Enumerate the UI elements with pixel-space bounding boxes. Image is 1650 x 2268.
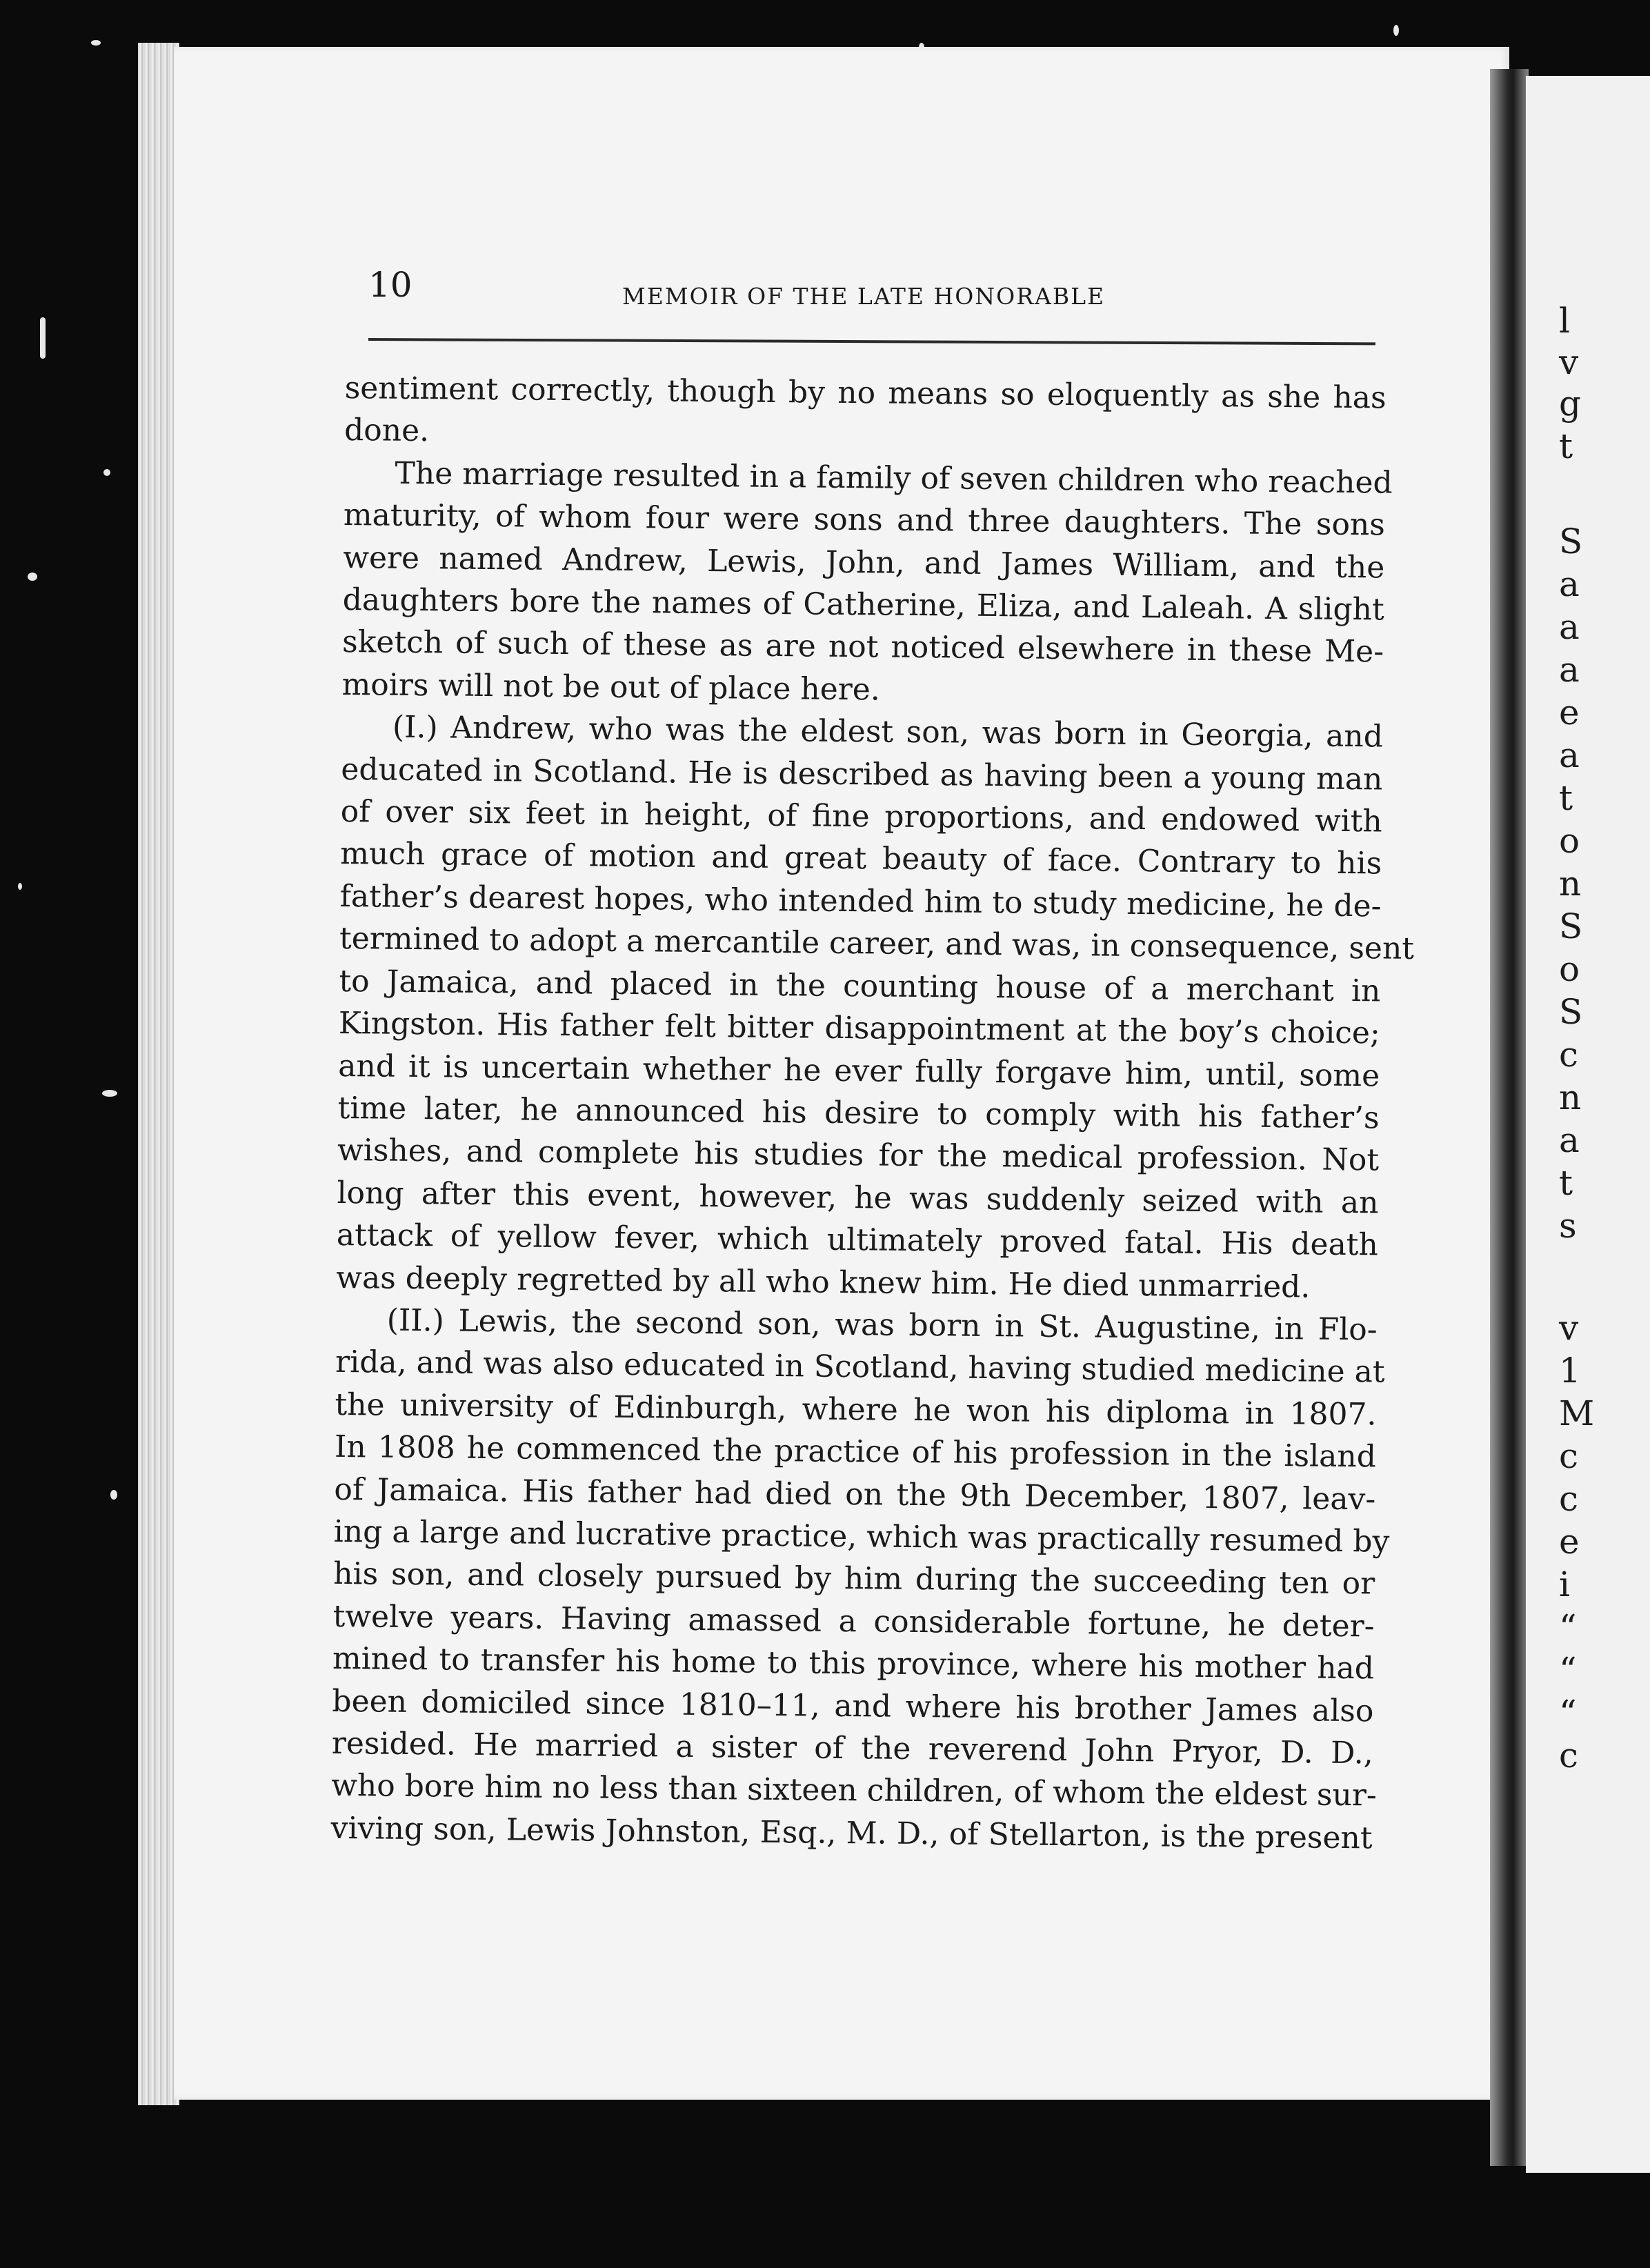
facing-page-fragment: e — [1559, 693, 1580, 733]
text-line: In 1808 he commenced the practice of his profession in the island — [334, 1429, 1377, 1475]
facing-page-fragment: o — [1559, 821, 1580, 861]
facing-page-fragment: c — [1559, 1035, 1579, 1075]
page-number: 10 — [368, 265, 412, 305]
text-line: termined to adopt a mercantile career, and was, in consequence, sent — [339, 921, 1415, 967]
facing-page-fragment: s — [1559, 1206, 1577, 1246]
facing-page-fragment: S — [1559, 906, 1583, 946]
text-line: wishes, and complete his studies for the medical profession. Not — [337, 1133, 1380, 1178]
text-line: his son, and closely pursued by him during the succeeding ten or — [332, 1556, 1375, 1602]
text-line: to Jamaica, and placed in the counting house of a merchant in — [339, 963, 1381, 1009]
text-line: Kingston. His father felt bitter disappointment at the boy’s choice; — [338, 1006, 1381, 1051]
text-line: (II.) Lewis, the second son, was born in St. Augustine, in Flo- — [386, 1302, 1378, 1348]
text-line: much grace of motion and great beauty of face. Contrary to his — [339, 836, 1382, 882]
text-line: daughters bore the names of Catherine, Eliza, and Laleah. A slight — [342, 582, 1384, 628]
facing-page-fragment: c — [1559, 1735, 1579, 1775]
facing-page-fragment: a — [1559, 735, 1580, 775]
body-text — [330, 367, 1415, 1860]
facing-page-fragment: o — [1559, 949, 1580, 989]
text-line: moirs will not be out of place here. — [341, 666, 881, 708]
binding-gutter — [1490, 69, 1529, 2166]
facing-page-fragment: c — [1559, 1436, 1579, 1476]
running-title: MEMOIR OF THE LATE HONORABLE — [622, 283, 1106, 310]
facing-page-fragment: n — [1559, 1077, 1582, 1117]
text-line: was deeply regretted by all who knew him. He died unmarried. — [336, 1260, 1311, 1305]
scan-speck — [18, 883, 22, 890]
text-line: and it is uncertain whether he ever fully forgave him, until, some — [338, 1048, 1380, 1093]
text-line: sketch of such of these as are not noticed elsewhere in these Me- — [341, 624, 1384, 670]
scan-speck — [28, 573, 37, 581]
facing-page-fragment: a — [1559, 607, 1580, 647]
text-line: been domiciled since 1810–11, and where his brother James also — [332, 1683, 1374, 1729]
text-line: long after this event, however, he was suddenly seized with an — [337, 1175, 1379, 1221]
facing-page-fragment: t — [1559, 778, 1573, 818]
scan-speck — [102, 1090, 117, 1097]
text-line: viving son, Lewis Johnston, Esq., M. D., of Stellarton, is the present — [330, 1810, 1373, 1856]
text-line: The marriage resulted in a family of seven children who reached — [395, 455, 1393, 501]
facing-page-fragment: a — [1559, 564, 1580, 604]
text-line: time later, he announced his desire to comply with his father’s — [337, 1090, 1380, 1136]
facing-page-fragment: v — [1559, 342, 1579, 382]
text-line: rida, and was also educated in Scotland, having studied medicine at — [335, 1344, 1385, 1390]
facing-page-fragment: g — [1559, 384, 1582, 424]
facing-page-fragment: 1 — [1559, 1351, 1581, 1391]
text-line: ing a large and lucrative practice, which was practically resumed by — [333, 1513, 1390, 1560]
text-line: done. — [344, 412, 430, 449]
facing-page — [1526, 76, 1650, 2173]
text-line: were named Andrew, Lewis, John, and James William, and the — [343, 539, 1385, 586]
scan-speck — [1393, 25, 1399, 36]
text-line: (I.) Andrew, who was the eldest son, was born in Georgia, and — [392, 709, 1384, 755]
text-line: attack of yellow fever, which ultimately proved fatal. His death — [336, 1217, 1379, 1263]
text-line: of Jamaica. His father had died on the 9th December, 1807, leav- — [334, 1471, 1376, 1517]
text-line: who bore him no less than sixteen children, of whom the eldest sur- — [331, 1768, 1378, 1813]
facing-page-fragment: a — [1559, 1120, 1580, 1160]
facing-page-fragment: S — [1559, 992, 1583, 1032]
facing-page-fragment: “ — [1559, 1650, 1577, 1690]
facing-page-fragment: S — [1559, 521, 1583, 561]
facing-page-fragment: c — [1559, 1479, 1579, 1519]
scan-speck — [110, 1490, 117, 1500]
facing-page-fragment: “ — [1559, 1693, 1577, 1733]
facing-page-fragment: e — [1559, 1522, 1580, 1562]
facing-page-fragment: “ — [1559, 1607, 1577, 1647]
text-line: of over six feet in height, of fine proportions, and endowed with — [340, 794, 1382, 839]
facing-page-fragment: t — [1559, 1163, 1573, 1203]
facing-page-fragment: n — [1559, 864, 1582, 904]
facing-page-fragment: t — [1559, 426, 1573, 466]
scan-speck — [40, 317, 46, 359]
scan-speck — [91, 40, 101, 46]
facing-page-fragment: a — [1559, 650, 1580, 690]
page-stack-edge — [138, 43, 179, 2105]
facing-page-fragment: l — [1559, 301, 1570, 341]
scan-speck — [103, 469, 110, 476]
text-line: sentiment correctly, though by no means so eloquently as she has — [344, 370, 1386, 416]
text-line: twelve years. Having amassed a considerable fortune, he deter- — [332, 1598, 1375, 1644]
text-line: the university of Edinburgh, where he won his diploma in 1807. — [335, 1386, 1377, 1433]
facing-page-fragment: i — [1559, 1564, 1570, 1604]
text-line: father’s dearest hopes, who intended him to study medicine, he de- — [339, 878, 1382, 924]
facing-page-fragment: M — [1559, 1393, 1595, 1433]
text-line: educated in Scotland. He is described as having been a young man — [341, 751, 1383, 797]
text-line: mined to transfer his home to this province, where his mother had — [332, 1641, 1375, 1687]
text-line: maturity, of whom four were sons and three daughters. The sons — [343, 497, 1386, 543]
text-line: resided. He married a sister of the reverend John Pryor, D. D., — [331, 1725, 1374, 1771]
facing-page-fragment: v — [1559, 1308, 1579, 1348]
